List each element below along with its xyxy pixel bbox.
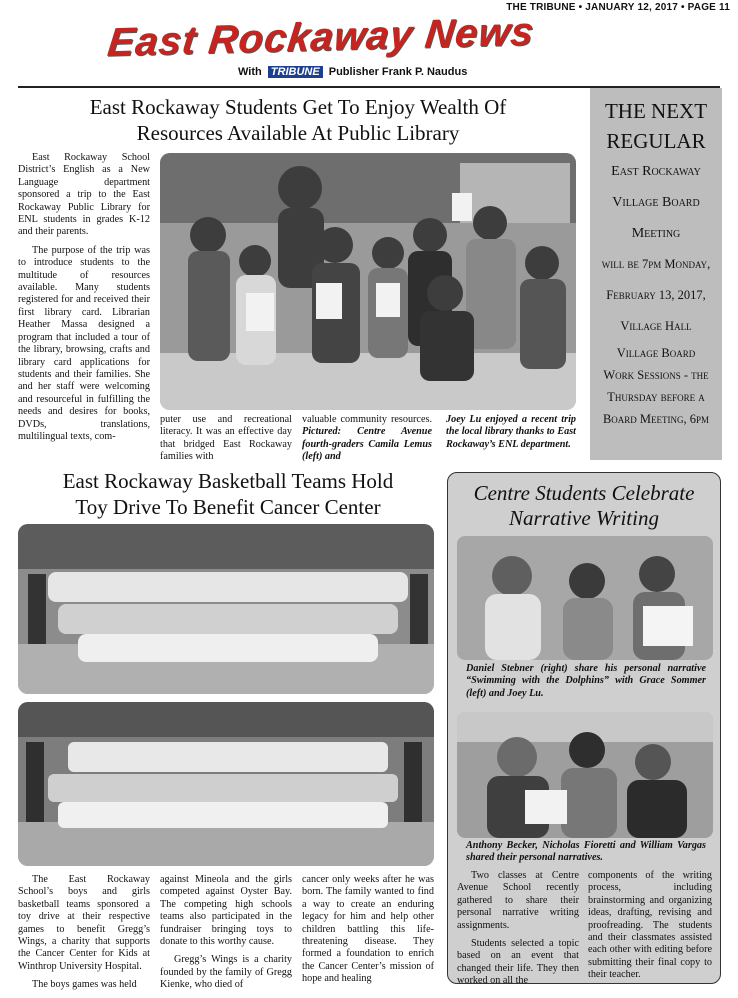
narrative-photo-1-caption: Daniel Stebner (right) share his personal narrative “Swimming with the Dolphins” with Grace Sommer (left) and Joey Lu. — [466, 663, 706, 699]
notice-line: THE NEXT — [604, 99, 708, 123]
library-paragraph: puter use and recreational literacy. It was an effective day that bridged East Rockaway families with — [160, 414, 292, 463]
basketball-column-2 — [160, 874, 292, 998]
publisher-line — [238, 66, 467, 78]
library-column-1 — [18, 152, 150, 449]
library-headline-line1: East Rockaway Students Get To Enjoy Wealth Of — [89, 95, 507, 119]
notice-line: will be 7pm Monday, — [601, 257, 711, 271]
basketball-headline-line2: Toy Drive To Benefit Cancer Center — [75, 495, 381, 519]
library-column-3 — [302, 414, 432, 464]
village-board-notice — [590, 88, 722, 460]
centre-paragraph: Two classes at Centre Avenue School recently gathered to share their personal narrative writing assignments. — [457, 870, 579, 931]
basketball-column-3 — [302, 874, 434, 992]
centre-column-1 — [457, 870, 579, 994]
girls-team-photo — [18, 524, 434, 694]
library-paragraph: East Rockaway School District’s English as a New Language department sponsored a trip to the East Rockaway Public Library for ENL students in grades K-12 and their parents. — [18, 152, 150, 238]
library-column-2 — [160, 414, 292, 470]
masthead-title: East Rockaway News — [105, 9, 537, 65]
page-folio: THE TRIBUNE • JANUARY 12, 2017 • PAGE 11 — [506, 2, 730, 13]
notice-line: Village Hall — [620, 319, 692, 333]
notice-line: Village Board — [612, 195, 700, 210]
publisher-with: With — [238, 66, 262, 78]
narrative-photo-1 — [457, 536, 713, 660]
library-photo-caption-cont: Joey Lu enjoyed a recent trip the local library thanks to East Rockaway’s ENL department. — [446, 414, 576, 450]
library-photo — [160, 153, 576, 410]
notice-line: Board Meeting, 6pm — [602, 412, 710, 426]
centre-paragraph: components of the writing process, including brainstorming and organizing ideas, drafting, revising and proofreading. The students and their classmates assisted each other with editing before submitting their final copy to their teacher. — [588, 870, 712, 981]
basketball-headline-line1: East Rockaway Basketball Teams Hold — [62, 469, 394, 493]
library-photo-caption: Pictured: Centre Avenue fourth-graders Camila Lemus (left) and — [302, 426, 432, 463]
publisher-name: Publisher Frank P. Naudus — [328, 66, 468, 78]
notice-line: February 13, 2017, — [606, 288, 706, 302]
basketball-headline — [18, 468, 438, 520]
notice-line: REGULAR — [606, 129, 706, 153]
tribune-logo: TRIBUNE — [268, 66, 323, 78]
basketball-paragraph: cancer only weeks after he was born. The family wanted to find a way to create an enduring legacy for him and help other children battling this life-threatening disease. They formed a foundation to enrich the Cancer Center’s mission of hope and healing — [302, 874, 434, 985]
basketball-paragraph: The boys games was held — [32, 979, 137, 991]
notice-line: East Rockaway — [611, 164, 701, 179]
basketball-column-1 — [18, 874, 150, 998]
basketball-paragraph: against Mineola and the girls competed against Oyster Bay. The competing high schools teams also participated in the fundraiser bringing toys to donate to this worthy cause. — [160, 874, 292, 948]
centre-title-line2: Narrative Writing — [509, 506, 659, 530]
centre-title — [448, 481, 720, 531]
notice-line: Meeting — [631, 226, 681, 241]
library-paragraph: The purpose of the trip was to introduce students to the multitude of resources available. Many students registered for and received their first library card. Librarian Heather Massa designed a program that included a tour of the library, browsing, crafts and library card applications for students and their families. She and her staff were welcoming and resourceful in fulfilling the needs and desires for books, DVDs, translations, multilingual texts, com- — [18, 244, 150, 442]
basketball-paragraph: Gregg’s Wings is a charity founded by the family of Gregg Kienke, who died of — [160, 954, 292, 991]
narrative-photo-2-caption: Anthony Becker, Nicholas Fioretti and William Vargas shared their personal narratives. — [466, 840, 706, 864]
boys-team-photo — [18, 702, 434, 866]
centre-title-line1: Centre Students Celebrate — [473, 481, 695, 505]
library-headline — [18, 94, 578, 146]
narrative-photo-2 — [457, 712, 713, 838]
notice-line: Village Board — [616, 346, 696, 360]
library-headline-line2: Resources Available At Public Library — [136, 121, 460, 145]
centre-paragraph: Students selected a topic based on an event that changed their life. They then worked on all the — [457, 938, 579, 987]
centre-column-2 — [588, 870, 712, 988]
notice-line: Work Sessions - the — [603, 368, 709, 382]
notice-line: Thursday before a — [607, 390, 705, 404]
library-text: valuable community resources. — [302, 414, 432, 425]
basketball-paragraph: The East Rockaway School’s boys and girls basketball teams sponsored a toy drive at their respective games to benefit Gregg’s Wings, a charity that supports the Cancer Center for Kids at Winthrop University Hospital. — [18, 874, 150, 972]
